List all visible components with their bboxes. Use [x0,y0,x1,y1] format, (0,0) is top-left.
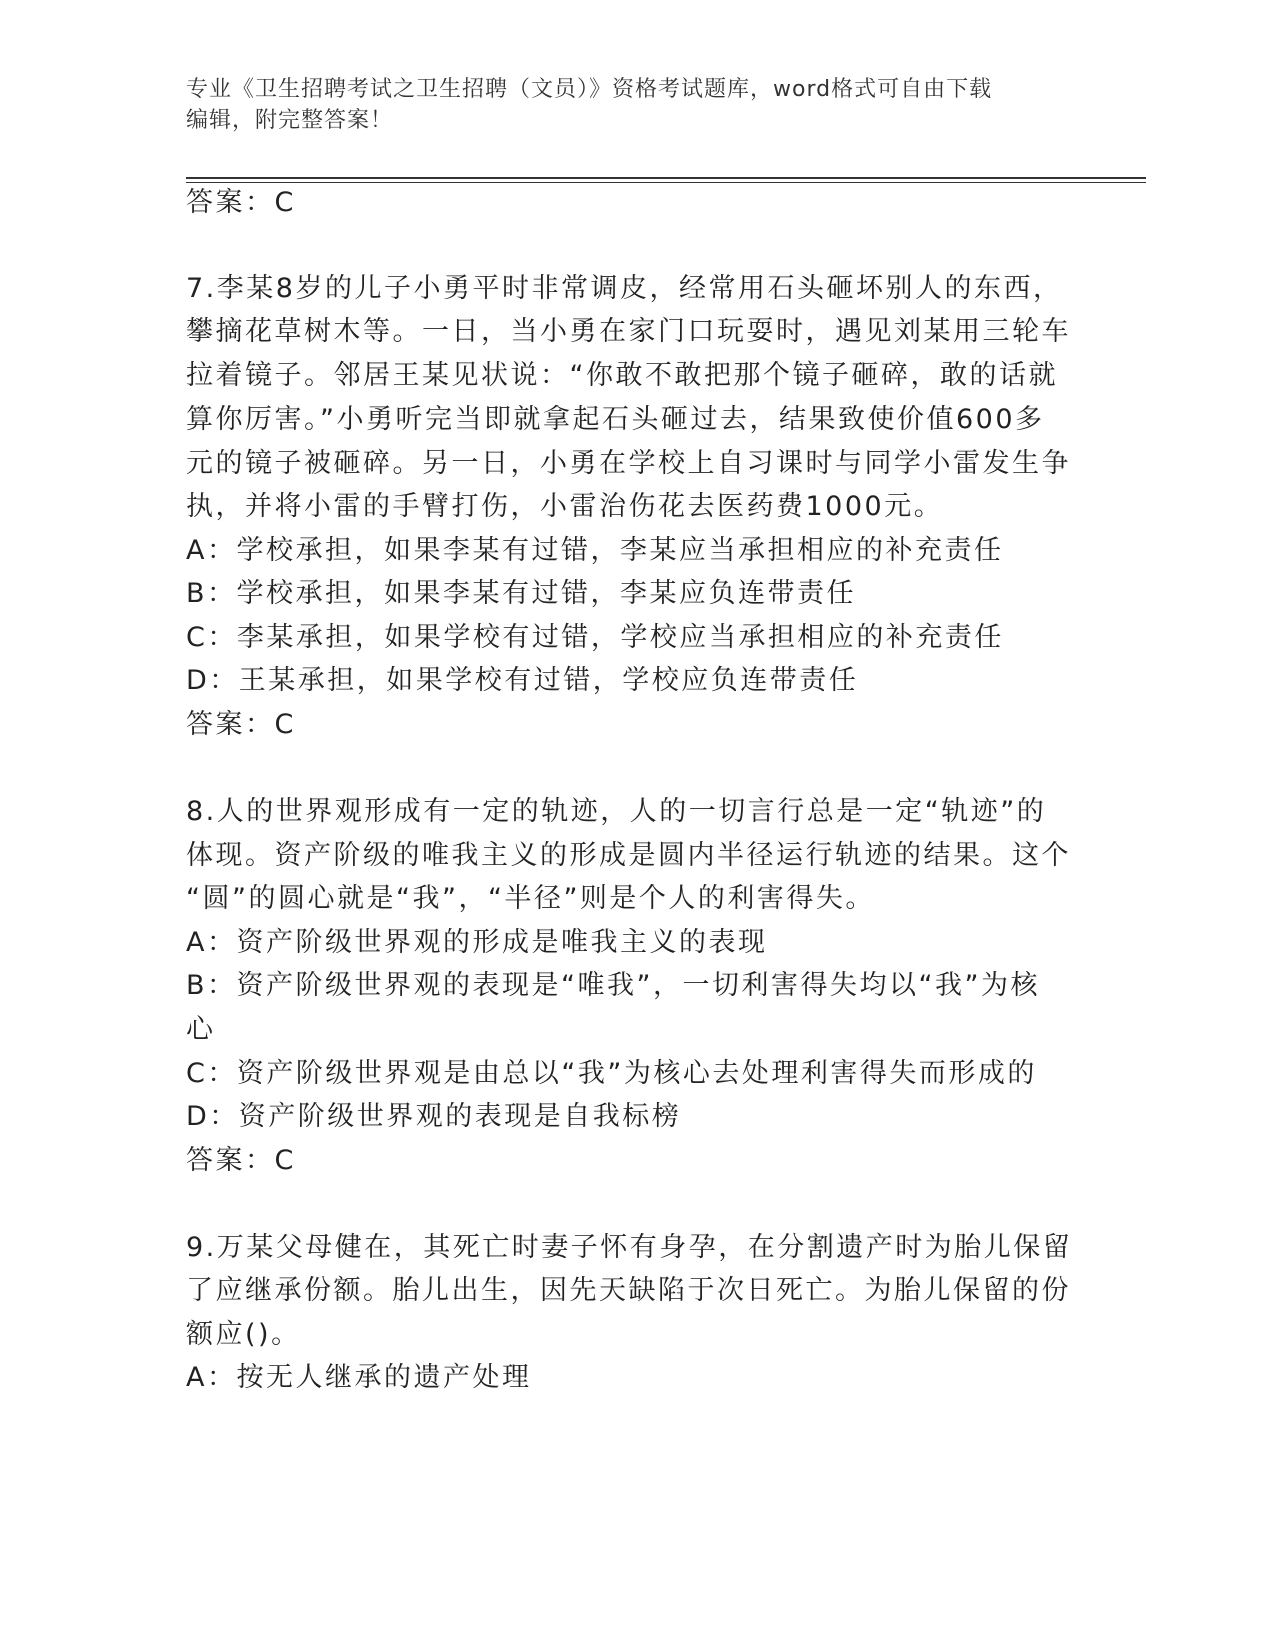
question-7-option-b: B：学校承担，如果李某有过错，李某应负连带责任 [186,578,857,609]
question-9-line-2: 了应继承份额。胎儿出生，因先天缺陷于次日死亡。为胎儿保留的份 [186,1275,1071,1306]
question-7-line-1: 7.李某8岁的儿子小勇平时非常调皮，经常用石头砸坏别人的东西， [186,273,1063,304]
header-line-2: 编辑，附完整答案！ [186,108,394,133]
question-7-answer: 答案：C [186,709,296,740]
question-7-option-a: A：学校承担，如果李某有过错，李某应当承担相应的补充责任 [186,535,1004,566]
question-7-line-5: 元的镜子被砸碎。另一日，小勇在学校上自习课时与同学小雷发生争 [186,448,1071,479]
question-8-option-a: A：资产阶级世界观的形成是唯我主义的表现 [186,927,768,958]
question-8-answer: 答案：C [186,1145,296,1176]
question-8-line-1: 8.人的世界观形成有一定的轨迹，人的一切言行总是一定“轨迹”的 [186,796,1047,827]
question-8-option-b-continued: 心 [186,1014,216,1045]
question-8-option-c: C：资产阶级世界观是由总以“我”为核心去处理利害得失而形成的 [186,1058,1037,1089]
header-line-1: 专业《卫生招聘考试之卫生招聘（文员）》资格考试题库，word格式可自由下载 [186,77,993,102]
question-9-option-a: A：按无人继承的遗产处理 [186,1362,532,1393]
question-7-option-d: D：王某承担，如果学校有过错，学校应负连带责任 [186,665,859,696]
question-8-line-3: “圆”的圆心就是“我”，“半径”则是个人的利害得失。 [186,883,875,914]
question-8-option-b: B：资产阶级世界观的表现是“唯我”，一切利害得失均以“我”为核 [186,970,1040,1001]
question-8-line-2: 体现。资产阶级的唯我主义的形成是圆内半径运行轨迹的结果。这个 [186,840,1071,871]
question-7-line-2: 攀摘花草树木等。一日，当小勇在家门口玩耍时，遇见刘某用三轮车 [186,316,1071,347]
question-9-line-3: 额应()。 [186,1319,301,1350]
question-9-line-1: 9.万某父母健在，其死亡时妻子怀有身孕，在分割遗产时为胎儿保留 [186,1232,1073,1263]
question-8-option-d: D：资产阶级世界观的表现是自我标榜 [186,1101,682,1132]
question-7-line-6: 执，并将小雷的手臂打伤，小雷治伤花去医药费1000元。 [186,491,944,522]
question-7-line-3: 拉着镜子。邻居王某见状说：“你敢不敢把那个镜子砸碎，敢的话就 [186,360,1058,391]
question-7-option-c: C：李某承担，如果学校有过错，学校应当承担相应的补充责任 [186,622,1004,653]
header-divider [186,177,1146,183]
page-header [186,74,1086,136]
previous-answer: 答案：C [186,187,296,218]
question-7-line-4: 算你厉害。”小勇听完当即就拿起石头砸过去，结果致使价值600多 [186,404,1045,435]
